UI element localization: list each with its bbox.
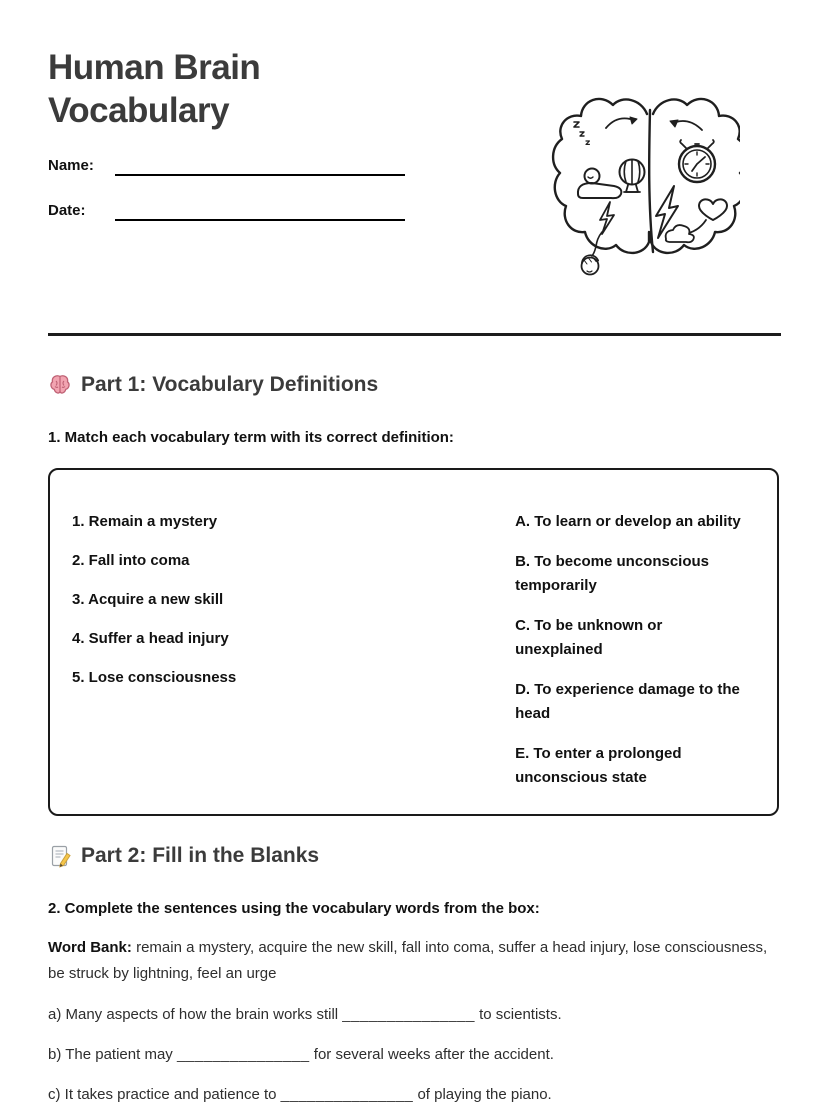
- sentence-a-post: to scientists.: [479, 1006, 562, 1023]
- page-title-line2: Vocabulary: [48, 91, 230, 130]
- term-item: 3. Acquire a new skill: [72, 591, 224, 608]
- sentence-c-blank[interactable]: _______________: [280, 1086, 414, 1103]
- fill-in-sentence-a: [48, 1004, 562, 1025]
- section-divider: [48, 333, 781, 336]
- fill-in-sentence-b: [48, 1044, 554, 1065]
- part1-heading: [48, 373, 378, 397]
- part2-heading: [48, 844, 319, 868]
- term-item: 5. Lose consciousness: [72, 669, 237, 686]
- part1-instruction: 1. Match each vocabulary term with its correct definition:: [48, 429, 454, 446]
- matching-exercise-box: [48, 468, 779, 816]
- part2-instruction: 2. Complete the sentences using the vocabulary words from the box:: [48, 900, 540, 917]
- brain-illustration: [550, 84, 740, 281]
- brain-icon: [48, 373, 72, 397]
- term-item: 4. Suffer a head injury: [72, 630, 229, 647]
- term-item: 1. Remain a mystery: [72, 513, 218, 530]
- sentence-b-post: for several weeks after the accident.: [313, 1046, 554, 1063]
- word-bank-words: remain a mystery, acquire the new skill, fall into coma, suffer a head injury, lose consciousness, be struck by lightning, feel an urge: [48, 939, 768, 982]
- name-input-line[interactable]: [115, 156, 405, 176]
- word-bank: [48, 935, 781, 987]
- page-title: [48, 46, 468, 132]
- terms-column: [72, 510, 515, 814]
- date-label: Date:: [48, 202, 86, 219]
- definitions-column: [515, 510, 753, 814]
- sentence-b-pre: b) The patient may: [48, 1046, 173, 1063]
- fill-in-sentence-c: [48, 1084, 552, 1105]
- part2-heading-text: Part 2: Fill in the Blanks: [81, 844, 320, 867]
- sentence-a-pre: a) Many aspects of how the brain works still: [48, 1006, 339, 1023]
- memo-icon: [48, 844, 72, 868]
- sentence-c-post: of playing the piano.: [417, 1086, 552, 1103]
- definition-item: D. To experience damage to the head: [515, 681, 740, 722]
- definition-item: B. To become unconscious temporarily: [515, 553, 710, 594]
- definition-item: E. To enter a prolonged unconscious state: [515, 745, 682, 786]
- sentence-a-blank[interactable]: _______________: [342, 1006, 475, 1023]
- part1-heading-text: Part 1: Vocabulary Definitions: [81, 373, 379, 396]
- date-input-line[interactable]: [115, 201, 405, 221]
- definition-item: A. To learn or develop an ability: [515, 513, 741, 530]
- name-field-row: [48, 156, 405, 176]
- sentence-c-pre: c) It takes practice and patience to: [48, 1086, 277, 1103]
- sentence-b-blank[interactable]: _______________: [176, 1046, 310, 1063]
- word-bank-label: Word Bank:: [48, 939, 132, 956]
- definition-item: C. To be unknown or unexplained: [515, 617, 663, 658]
- date-field-row: [48, 201, 405, 221]
- name-label: Name:: [48, 157, 94, 174]
- term-item: 2. Fall into coma: [72, 552, 190, 569]
- page-title-line1: Human Brain: [48, 48, 261, 87]
